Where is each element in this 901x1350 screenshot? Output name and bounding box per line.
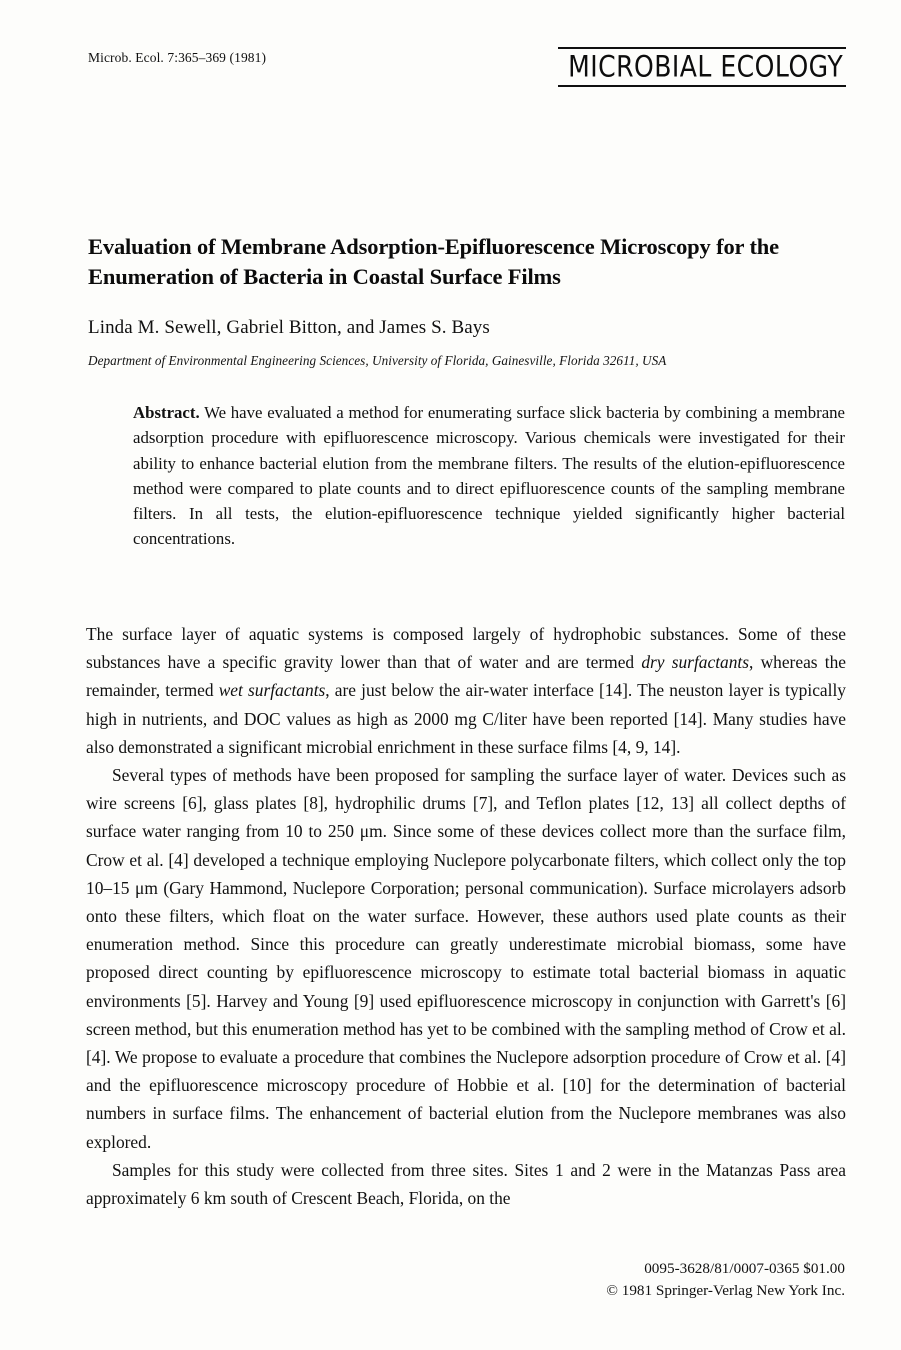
masthead-rule-top: [558, 47, 846, 49]
paragraph-1-part-c: , are just below the air-water interface [14]. The neuston layer is typically high in nutrients, and DOC values as high as 2000 mg C/liter have been reported [14]. Many studies have also demonstrated a significant microbial enrichment in these surface films [4, 9, 14].: [86, 680, 846, 757]
abstract-block: [133, 400, 845, 552]
footer-copyright-line: © 1981 Springer-Verlag New York Inc.: [606, 1282, 845, 1299]
running-head: Microb. Ecol. 7:365–369 (1981): [88, 50, 267, 65]
article-title: Evaluation of Membrane Adsorption-Epifluorescence Microscopy for the Enumeration of Bacteria in Coastal Surface Films: [88, 234, 780, 290]
article-authors: Linda M. Sewell, Gabriel Bitton, and James S. Bays: [88, 317, 490, 338]
masthead-rule-bottom: [558, 85, 846, 87]
paragraph-1-italic-2: wet surfactants: [218, 680, 326, 701]
paragraph-1-part-a: The surface layer of aquatic systems is composed largely of hydrophobic substances. Some of these substances have a specific gravity lower than that of water and are termed: [86, 624, 846, 673]
abstract-text: We have evaluated a method for enumerating surface slick bacteria by combining a membrane adsorption procedure with epifluorescence microscopy. Various chemicals were investigated for their ability to enhance bacterial elution from the membrane filters. The results of the elution-epifluorescence method were compared to plate counts and to direct epifluorescence counts of the sampling membrane filters. In all tests, the elution-epifluorescence technique yielded significantly higher bacterial concentrations.: [133, 403, 845, 549]
author-affiliation: Department of Environmental Engineering Sciences, University of Florida, Gainesville, Florida 32611, USA: [88, 353, 667, 368]
masthead-title: MICROBIAL ECOLOGY: [568, 50, 844, 85]
journal-masthead: [558, 47, 846, 87]
footer-issn-line: 0095-3628/81/0007-0365 $01.00: [644, 1260, 845, 1277]
abstract-label: Abstract.: [133, 403, 200, 422]
paragraph-1-italic-1: dry surfactants: [641, 652, 750, 673]
body-paragraph-2: Several types of methods have been proposed for sampling the surface layer of water. Devices such as wire screens [6], glass plates [8], hydrophilic drums [7], and Teflon plates [12, 13] all collect depths of surface water ranging from 10 to 250 μm. Since some of these devices collect more than the surface film, Crow et al. [4] developed a technique employing Nuclepore polycarbonate filters, which collect only the top 10–15 μm (Gary Hammond, Nuclepore Corporation; personal communication). Surface microlayers adsorb onto these filters, which float on the water surface. However, these authors used plate counts as their enumeration method. Since this procedure can greatly underestimate microbial biomass, some have proposed direct counting by epifluorescence microscopy to estimate total bacterial biomass in aquatic environments [5]. Harvey and Young [9] used epifluorescence microscopy in conjunction with Garrett's [6] screen method, but this enumeration method has yet to be combined with the sampling method of Crow et al. [4]. We propose to evaluate a procedure that combines the Nuclepore adsorption procedure of Crow et al. [4] and the epifluorescence microscopy procedure of Hobbie et al. [10] for the determination of bacterial numbers in surface films. The enhancement of bacterial elution from the Nuclepore membranes was also explored.: [86, 765, 846, 1152]
body-paragraph-1: [86, 620, 846, 761]
body-paragraph-3: Samples for this study were collected from three sites. Sites 1 and 2 were in the Matanzas Pass area approximately 6 km south of Crescent Beach, Florida, on the: [86, 1159, 846, 1209]
paragraph-1-part-b: , whereas the remainder, termed: [86, 652, 847, 701]
body-text: [86, 620, 846, 1212]
page-footer: [606, 1258, 845, 1302]
